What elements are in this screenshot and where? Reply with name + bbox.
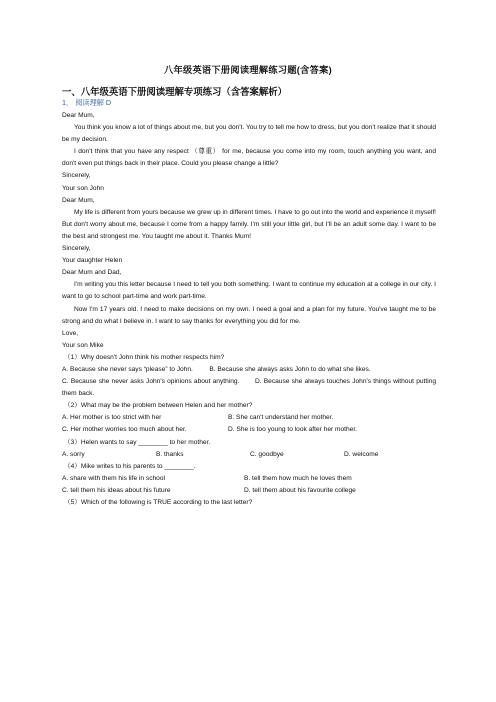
signature: Your daughter Helen	[62, 257, 123, 265]
option-row	[62, 364, 436, 376]
question-header	[62, 98, 111, 108]
closing: Sincerely,	[62, 245, 91, 253]
letter-paragraph: I don't think that you have any respect （尊重） for me, because you come into my room, touch anything you want, and don't even put things back in their place. Could you please change a little?	[62, 148, 436, 168]
salutation: Dear Mum,	[62, 196, 95, 204]
option-a[interactable]: A. share with them his life in school	[62, 474, 165, 482]
salutation: Dear Mum and Dad,	[62, 269, 122, 277]
option-row	[62, 449, 436, 461]
option-row	[62, 424, 436, 436]
option-a[interactable]: A. sorry	[62, 450, 85, 458]
letter-paragraph: You think you know a lot of things about me, but you don't. You try to tell me how to dress, but you don't realize that it should be my decision.	[62, 124, 436, 144]
option-row	[62, 473, 436, 485]
option-row	[62, 412, 436, 424]
option-b[interactable]: B. tell them how much he loves them	[244, 474, 352, 482]
option-c[interactable]: C. Because she never asks John's opinions about anything.	[62, 378, 240, 386]
closing: Sincerely,	[62, 172, 91, 180]
option-d[interactable]: D. Because she always touches John's things without putting them back.	[62, 378, 436, 398]
question-stem: （2）What may be the problem between Helen and her mother?	[64, 402, 253, 410]
document-title: 八年级英语下册阅读理解练习题(含答案)	[163, 65, 332, 75]
option-a[interactable]: A. Her mother is too strict with her	[62, 414, 162, 422]
question-stem: （3）Helen wants to say ________ to her mother.	[64, 438, 211, 446]
question-stem: （1）Why doesn't John think his mother respects him?	[64, 353, 225, 361]
option-c[interactable]: C. tell them his ideas about his future	[62, 486, 171, 494]
signature: Your son Mike	[62, 341, 104, 349]
closing: Love,	[62, 329, 79, 337]
option-c[interactable]: C. goodbye	[250, 450, 284, 458]
salutation: Dear Mum,	[62, 112, 95, 119]
option-b[interactable]: B. thanks	[156, 450, 184, 458]
option-b[interactable]: B. She can't understand her mother.	[228, 414, 334, 422]
option-a[interactable]: A. Because she never says “please” to John.	[62, 365, 193, 373]
option-b[interactable]: B. Because she always asks John to do what she likes.	[209, 365, 371, 373]
question-label: 阅读理解 D	[75, 98, 112, 107]
question-stem: （5）Which of the following is TRUE according to the last letter?	[64, 499, 253, 506]
option-d[interactable]: D. She is too young to look after her mother.	[228, 426, 358, 434]
question-stem: （4）Mike writes to his parents to ________.	[64, 462, 196, 470]
letter-paragraph: Now I'm 17 years old. I need to make decisions on my own. I need a goal and a plan for my future. You've taught me to be strong and do what I believe in. I want to say thanks for everything you did for me.	[62, 305, 436, 325]
letter-paragraph: I'm writing you this letter because I need to tell you both something. I want to continue my education at a college in our city. I want to go to school part-time and work part-time.	[62, 281, 436, 301]
option-d[interactable]: D. tell them about his favourite college	[244, 486, 356, 494]
option-row	[62, 485, 436, 497]
letter-paragraph: My life is different from yours because we grew up in different times. I have to go out into the world and experience it myself! But don't worry about me, because I come from a happy family. I'm still your little girl, but I'll be an adult some day. I want to be the best and strongest me. You taught me about it. Thanks Mum!	[62, 208, 436, 240]
section-heading: 一、八年级英语下册阅读理解专项练习（含答案解析）	[62, 86, 288, 97]
option-row	[62, 376, 436, 400]
signature: Your son John	[62, 184, 104, 192]
option-d[interactable]: D. welcome	[344, 450, 379, 458]
reading-passage	[62, 110, 436, 509]
option-c[interactable]: C. Her mother worries too much about her.	[62, 426, 187, 434]
question-number: 1．	[62, 98, 74, 107]
